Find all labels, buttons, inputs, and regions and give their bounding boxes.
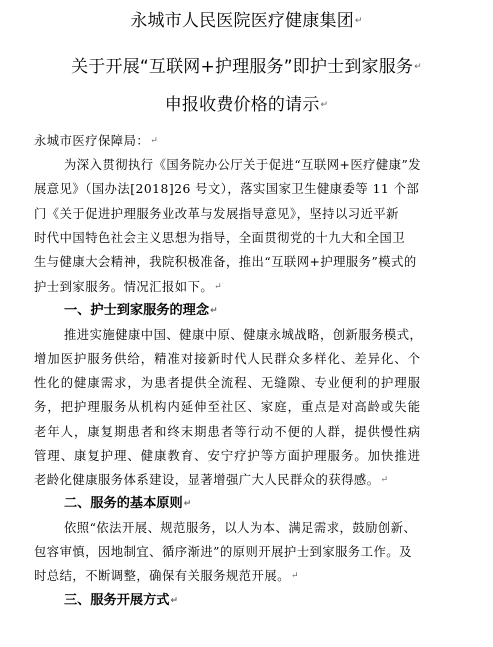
section-1-line: 推进实施健康中国、健康中原、健康永城战略，创新服务模式， xyxy=(64,328,423,342)
title-text-2: 关于开展“互联网+护理服务”即护士到家服务 xyxy=(71,57,414,77)
section-2-line: 包容审慎，因地制宜、循序渐进”的原则开展护士到家服务工作。及 xyxy=(34,545,412,559)
paragraph-1-line: 展意见》（国办法[2018]26 号文），落实国家卫生健康委等 11 个部 xyxy=(34,182,420,196)
paragraph-1-line: 门《关于促进护理服务业改革与发展指导意见》，坚持以习近平新 xyxy=(34,207,399,221)
section-2-heading-text: 二、服务的基本原则 xyxy=(64,496,183,511)
section-2-line: 依照“依法开展、规范服务，以人为本、满足需求，鼓励创新、 xyxy=(64,521,417,535)
title-text-3: 申报收费价格的请示 xyxy=(164,95,320,115)
document-title-line-2 xyxy=(0,56,493,78)
paragraph-mark: ↵ xyxy=(414,62,422,72)
section-1-line: 老年人，康复期患者和终末期患者等行动不便的人群，提供慢性病 xyxy=(34,425,422,439)
addressee-text: 永城市医疗保障局： xyxy=(34,134,150,148)
paragraph-mark: ↵ xyxy=(210,306,218,316)
paragraph-1-line: 时代中国特色社会主义思想为指导，全面贯彻党的十九大和全国卫 xyxy=(34,231,406,245)
section-1-line: 增加医护服务供给，精准对接新时代人民群众多样化、差异化、个 xyxy=(34,352,422,366)
document-title-line-3 xyxy=(0,94,493,116)
paragraph-mark: ↵ xyxy=(290,571,299,581)
section-2-text: 时总结，不断调整，确保有关服务规范开展。 xyxy=(34,569,290,583)
section-1-text: 老龄化健康服务体系建设，显著增强广大人民群众的获得感。 xyxy=(34,473,380,487)
paragraph-mark: ↵ xyxy=(214,282,223,292)
paragraph-1-line: 生与健康大会精神，我院积极准备，推出“互联网+护理服务”模式的 xyxy=(34,255,417,269)
paragraph-mark: ↵ xyxy=(320,100,329,110)
section-1-heading-text: 一、护士到家服务的理念 xyxy=(64,303,210,318)
section-1-line-last xyxy=(34,472,389,489)
paragraph-1-text: 护士到家服务。情况汇报如下。 xyxy=(34,280,214,294)
paragraph-1-line: 为深入贯彻执行《国务院办公厅关于促进“互联网+医疗健康”发 xyxy=(64,158,422,172)
section-3-heading xyxy=(64,592,178,610)
paragraph-mark: ↵ xyxy=(170,596,179,606)
section-2-line-last xyxy=(34,568,299,585)
section-1-line: 管理、康复护理、健康教育、安宁疗护等方面护理服务。加快推进 xyxy=(34,449,422,463)
paragraph-mark: ↵ xyxy=(150,136,159,146)
section-2-heading xyxy=(64,495,191,513)
document-title-line-1 xyxy=(0,10,493,32)
paragraph-mark: ↵ xyxy=(354,16,363,26)
addressee xyxy=(34,133,158,150)
paragraph-mark: ↵ xyxy=(380,475,389,485)
section-3-heading-text: 三、服务开展方式 xyxy=(64,593,170,608)
section-1-line: 性化的健康需求，为患者提供全流程、无缝隙、专业便利的护理服 xyxy=(34,376,422,390)
paragraph-1-line-last xyxy=(34,279,222,296)
section-1-heading xyxy=(64,302,218,320)
title-text-1: 永城市人民医院医疗健康集团 xyxy=(130,11,354,31)
section-1-line: 务，把护理服务从机构内延伸至社区、家庭，重点是对高龄或失能 xyxy=(34,400,422,414)
paragraph-mark: ↵ xyxy=(183,499,192,509)
